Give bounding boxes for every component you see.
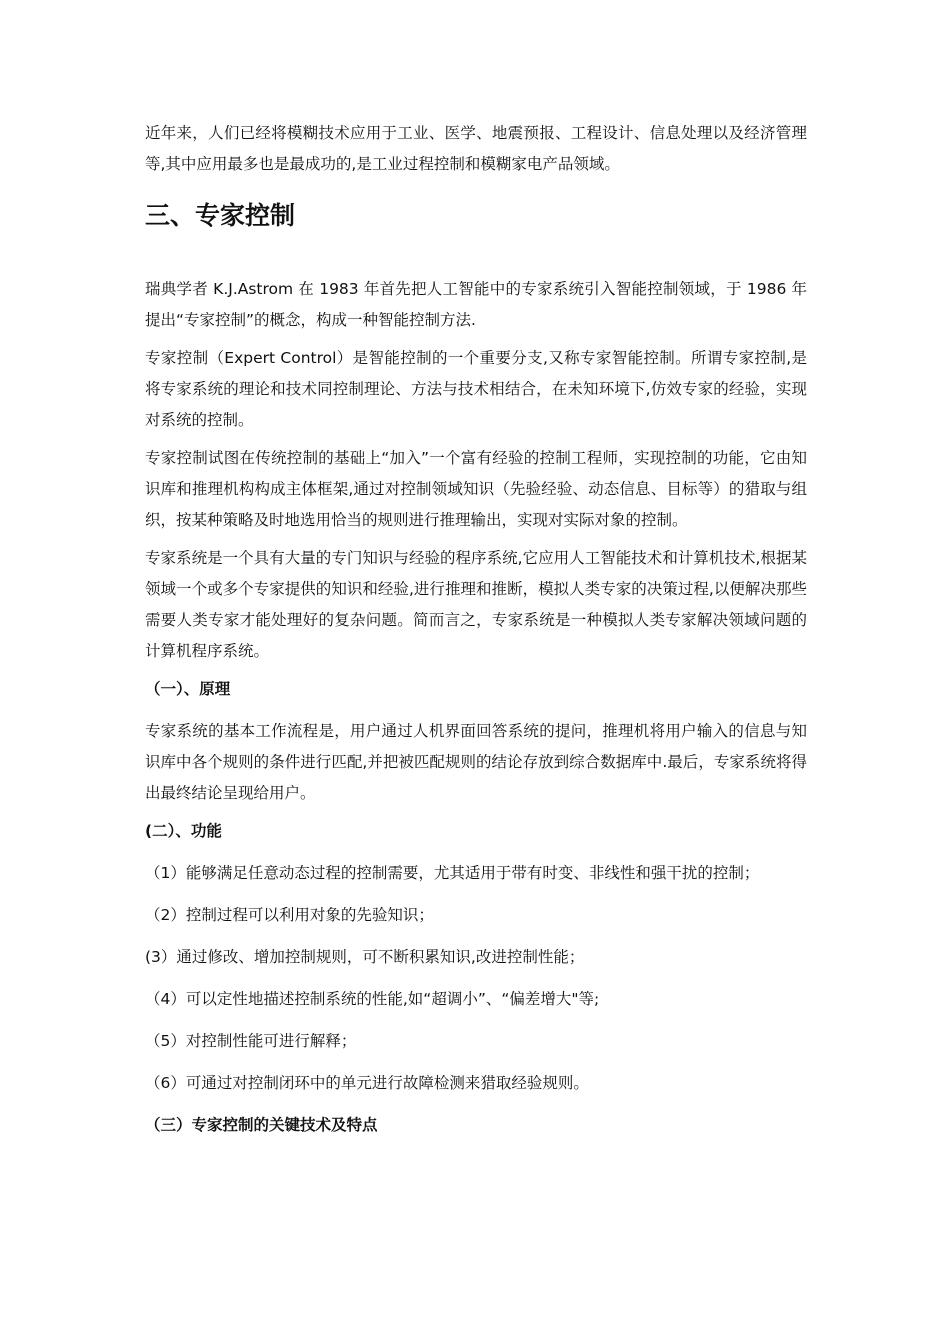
paragraph-workflow: 专家系统的基本工作流程是，用户通过人机界面回答系统的提问，推理机将用户输入的信息与知识库中各个规则的条件进行匹配,并把被匹配规则的结论存放到综合数据库中.最后，专家系统将得出最终结论呈现给用户。 xyxy=(145,722,807,802)
intro-paragraph: 近年来，人们已经将模糊技术应用于工业、医学、地震预报、工程设计、信息处理以及经济管理等,其中应用最多也是最成功的,是工业过程控制和模糊家电产品领域。 xyxy=(145,124,807,173)
function-item: （5）对控制性能可进行解释； xyxy=(145,1032,357,1050)
paragraph-expert-control: 专家控制（Expert Control）是智能控制的一个重要分支,又称专家智能控制。所谓专家控制,是将专家系统的理论和技术同控制理论、方法与技术相结合，在未知环境下,仿效专家的经验，实现对系统的控制。 xyxy=(145,349,807,429)
function-item: （4）可以定性地描述控制系统的性能,如“超调小”、“偏差增大"等; xyxy=(145,990,600,1008)
paragraph-expert-control-attempt: 专家控制试图在传统控制的基础上“加入”一个富有经验的控制工程师，实现控制的功能，它由知识库和推理机构构成主体框架,通过对控制领域知识（先验经验、动态信息、目标等）的猎取与组织，按某种策略及时地选用恰当的规则进行推理输出，实现对实际对象的控制。 xyxy=(145,449,807,529)
document-page xyxy=(145,118,807,1152)
function-item: (3）通过修改、增加控制规则，可不断积累知识,改进控制性能； xyxy=(145,948,585,966)
section-title: 三、专家控制 xyxy=(145,201,296,230)
paragraph-expert-system: 专家系统是一个具有大量的专门知识与经验的程序系统,它应用人工智能技术和计算机技术,根据某领域一个或多个专家提供的知识和经验,进行推理和推断，模拟人类专家的决策过程,以便解决那些需要人类专家才能处理好的复杂问题。简而言之，专家系统是一种模拟人类专家解决领域问题的计算机程序系统。 xyxy=(145,549,807,660)
function-item: （2）控制过程可以利用对象的先验知识； xyxy=(145,906,434,924)
function-item: （6）可通过对控制闭环中的单元进行故障检测来猎取经验规则。 xyxy=(145,1074,589,1092)
subheading-principle: （一）、原理 xyxy=(145,680,231,698)
subheading-functions: (二）、功能 xyxy=(145,822,222,840)
paragraph-astrom: 瑞典学者 K.J.Astrom 在 1983 年首先把人工智能中的专家系统引入智能控制领域，于 1986 年提出“专家控制”的概念，构成一种智能控制方法. xyxy=(145,280,807,329)
subheading-key-technologies: （三）专家控制的关键技术及特点 xyxy=(145,1116,378,1134)
function-item: （1）能够满足任意动态过程的控制需要，尤其适用于带有时变、非线性和强干扰的控制； xyxy=(145,864,760,882)
